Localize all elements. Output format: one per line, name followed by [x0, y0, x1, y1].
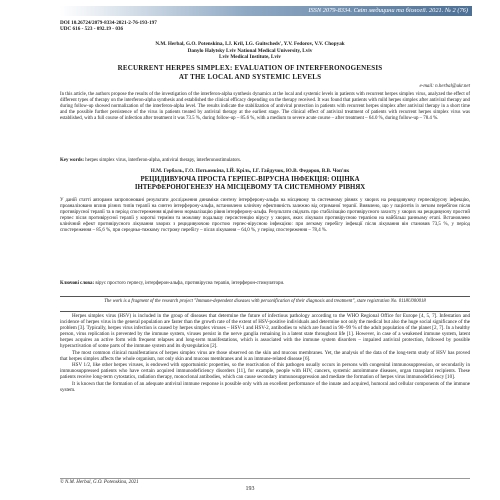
journal-header: ISSN 2079-8334. Світ медицини та біології. 2021. № 2 (76) [60, 6, 472, 16]
author-email: e-mail: n.herbal@ukr.net [419, 84, 470, 89]
divider-top [60, 296, 470, 297]
keywords-ua [60, 281, 470, 287]
body-paragraph: The most common clinical manifestations of herpes simplex virus are those observed on the skin and mucous membranes. Yet, the analysis of the data of the long-term study of HSV has proved that herpes simplex affects the whole organism, not only skin and mucous membranes and is an immune-related disease [6]. [60, 349, 470, 362]
copyright: © N.M. Herbal, G.O. Potenskina, 2021 [60, 480, 139, 485]
divider-bottom [60, 311, 470, 312]
article-body [60, 313, 470, 394]
page-number: 193 [245, 486, 255, 492]
body-paragraph: It is known that the formation of an adequate antiviral immune response is possible only with an excellent performance of the innate and acquired, humoral and cellular components of the immune system. [60, 381, 470, 394]
article-identifiers [60, 20, 320, 32]
title-en [40, 64, 460, 81]
title-ua [40, 176, 460, 193]
title-ua-line1: РЕЦИДИВУЮЧА ПРОСТА ГЕРПЕС-ВІРУСНА ІНФЕКЦІЯ: ОЦІНКА [140, 176, 360, 183]
body-paragraph: Herpes simplex virus (HSV) is included in the group of diseases that determine the future of infectious pathology according to the WHO Regional Office for Europe [4, 5, 7]. Infestation and incidence of herpes virus in the general population are faster than the growth rate of the extent of HSV-positive individuals and determine not only the medical but also the huge social significance of the problem [3]. Typically, herpes virus infection is caused by herpes simplex viruses – HSV-1 and HSV-2, antibodies to which are found in 90–99 % of the adult population of the planet [2, 7]. In a healthy person, virus replication is prevented by the immune system, viruses persist in the nerve ganglia remaining in a latent state throughout life [1]. However, in case of a weakened immune system, latent herpes acquires an active form with frequent relapses and long-term manifestations, which is associated with the immune system disorders – impaired antiviral protection, followed by possible hyperactivation of some parts of the immune system and its dysregulation [2]. [60, 313, 470, 350]
abstract-en: In this article, the authors propose the results of the investigation of the interferon-alpha synthesis dynamics at the local and systemic levels in patients with recurrent herpes simplex virus, analyzed the effect of different types of therapy on the interferon-alpha synthesis and established the clinical efficacy depending on the therapy received. It was found that patients with mild herpes simplex after antiviral therapy and during follow-up showed normalization of the interferon-alpha level. The results indicate the stabilization of antiviral protection in patients with recurrent herpes simplex after antiviral therapy in a short time and the possible further persistence of the virus in patients treated by antiviral therapy at the earliest stage. The clinical effect of antiviral treatment of patients with recurrent herpes simplex virus was established, with a full course of infection after treatment it was 73.5 %, during follow-up – 85.6 %, with a medium to severe acute course – after treatment – 64.0 %, during follow-up – 78.4 %. [60, 92, 470, 121]
authors-ua: Н.М. Гербаль, Г.О. Потьомкіна, І.Й. Кріль, І.Г. Гайдучок, Ю.В. Федоров, В.В. Чоп'як [150, 168, 350, 174]
abstract-ua: У даній статті авторами запропоновані результати дослідження динаміки синтезу інтерферону-альфа на місцевому та системному рівнях у хворих на рецидивуючу герпесвірусну інфекцію, проаналізовано вплив різних типів терапії на синтез інтерферону-альфа, встановлено клінічну ефективність залежно від отриманої терапії. Виявлено, що у пацієнтів із легким перебігом після противірусної терапії та в період спостереження відмічено нормалізацію рівня інтерферону-альфа. Результати свідчать про стабілізацію противірусного захисту у хворих на рецидивуючу простий герпес після противірусної терапії у короткі терміни та можливу подальшу персистенцію вірусу у хворих, яких лікували противірусною терапією на найбільш ранньому етапі. Встановлено клінічний ефект противірусного лікування хворих з рецидивуючою простою герпес-вірусною інфекцією: при легкому перебігу інфекції після лікування він становив 73,5 %, у період спостереження – 85,6 %, при середньо-тяжкому гострому перебігу – після лікування – 64,0 %, у період спостереження – 78,4 %. [60, 198, 470, 233]
keywords-ua-label: Ключові слова: [60, 281, 95, 286]
affiliation-1: Danylo Halytsky Lviv National Medical University, Lviv [187, 47, 313, 54]
keywords-ua-text: вірус простого герпесу, інтерферон-альфа, противірусна терапія, інтерферон-стимулятори. [95, 281, 285, 286]
title-en-line1: RECURRENT HERPES SIMPLEX: EVALUATION OF INTERFERONOGENESIS [117, 64, 383, 72]
title-en-line2: AT THE LOCAL AND SYSTEMIC LEVELS [178, 72, 322, 81]
udc: UDC 616 - 523 - 092.19 - 036 [60, 26, 124, 33]
keywords-en-label: Key words: [60, 158, 85, 163]
funding-note [60, 299, 470, 305]
footer-divider [60, 478, 470, 479]
title-ua-line2: ІНТЕРФЕРОНОГЕНЕЗУ НА МІСЦЕВОМУ ТА СИСТЕМНОМУ РІВНЯХ [134, 184, 366, 192]
doi: DOI 10.26724/2079-8334-2021-2-76-193-197 [60, 20, 157, 26]
keywords-en [60, 158, 470, 164]
keywords-en-text: herpes simplex virus, interferon-alpha, antiviral therapy, interferonostimulators. [85, 158, 242, 163]
affiliation-2: Lviv Medical Institute, Lviv [219, 54, 281, 61]
funding-note-text: The work is a fragment of the research project "Immune-dependent diseases with personification of their diagnosis and treatment", state registration No. 0118U000018 [104, 299, 426, 304]
body-paragraph: HSV 1/2, like other herpes viruses, is endowed with opportunistic properties, so the reactivation of this pathogen usually occurs in persons with congenital immunosuppression, or secondarily in immunosuppressed patients who have certain acquired immunodeficiency disorders [11], for example, people with HIV, cancers, systemic autoimmune diseases, organ transplant recipients. These patients receive long-term cytostatics, radiation therapy, monoclonal antibodies, which can cause secondary immunosuppression and mediate the formation of herpes virus immunodeficiency [10]. [60, 362, 470, 381]
authors-en: N.M. Herbal, G.O. Potenskina, I.J. Kril, I.G. Guitscheds', Y.V. Fedorov, V.V. Chopyak [155, 41, 345, 47]
authors-en-block [40, 41, 460, 61]
